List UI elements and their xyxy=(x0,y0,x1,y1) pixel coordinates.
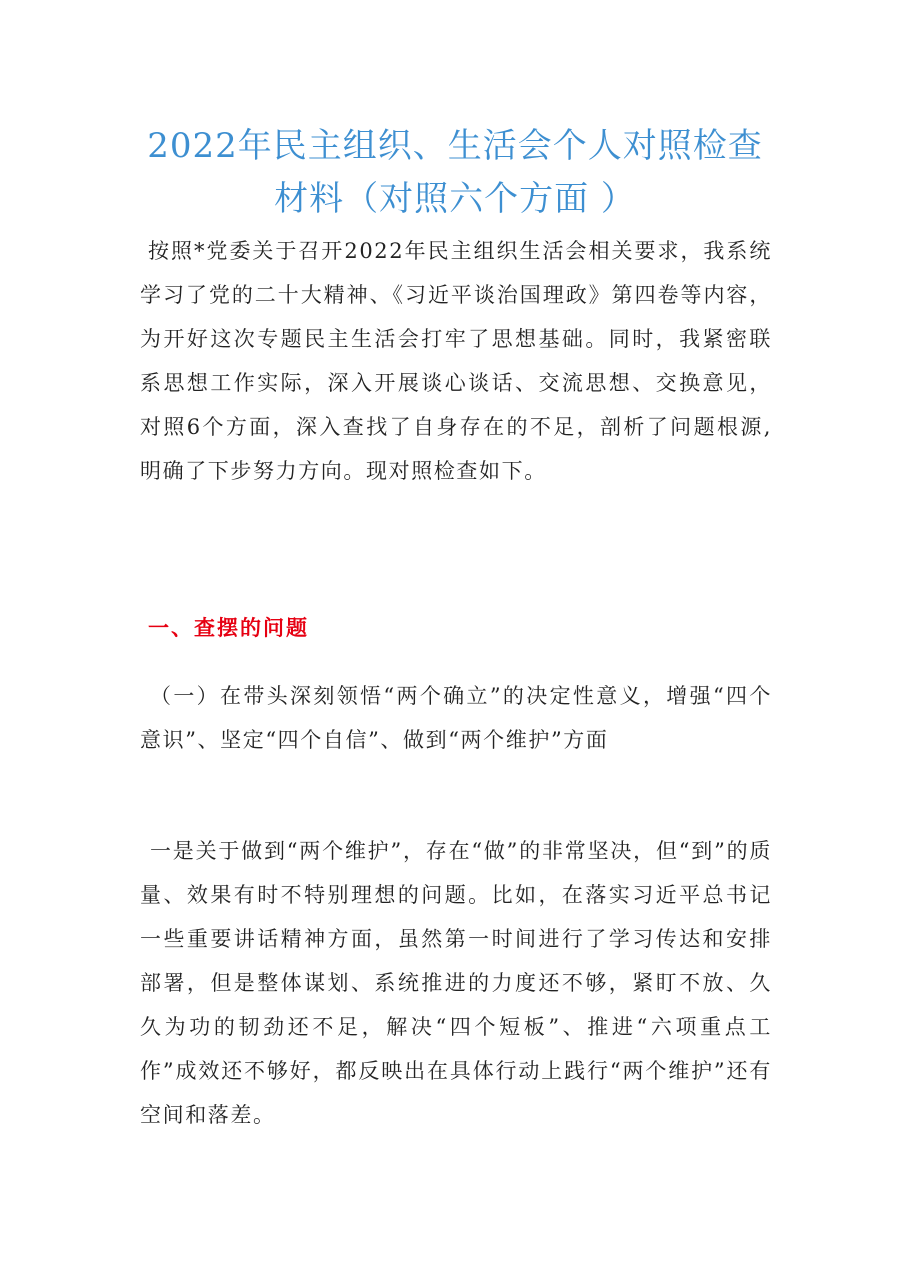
section-heading: 一、查摆的问题 xyxy=(148,616,309,640)
body-paragraph: 一是关于做到“两个维护”，存在“做”的非常坚决，但“到”的质量、效果有时不特别理想的问题。比如，在落实习近平总书记一些重要讲话精神方面，虽然第一时间进行了学习传达和安排部署，但是整体谋划、系统推进的力度还不够，紧盯不放、久久为功的韧劲还不足，解决“四个短板”、推进“六项重点工作”成效还不够好，都反映出在具体行动上践行“两个维护”还有空间和落差。 xyxy=(140,839,772,1127)
intro-paragraph: 按照*党委关于召开2022年民主组织生活会相关要求，我系统学习了党的二十大精神、《习近平谈治国理政》第四卷等内容，为开好这次专题民主生活会打牢了思想基础。同时，我紧密联系思想工作实际，深入开展谈心谈话、交流思想、交换意见，对照6个方面，深入查找了自身存在的不足，剖析了问题根源,明确了下步努力方向。现对照检查如下。 xyxy=(140,239,772,483)
subsection-paragraph: （一）在带头深刻领悟“两个确立”的决定性意义，增强“四个意识”、坚定“四个自信”、做到“两个维护”方面 xyxy=(140,684,772,752)
document-title: 2022年民主组织、生活会个人对照检查材料（对照六个方面 ） xyxy=(147,126,763,219)
